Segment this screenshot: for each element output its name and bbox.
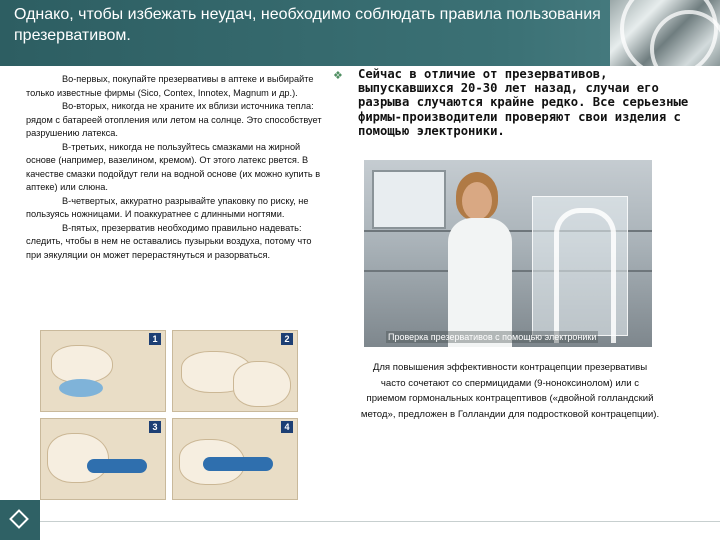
right-heading-text: Сейчас в отличие от презервативов, выпускавшихся 20-30 лет назад, случаи его разрыва случаются крайне редко. Все серьезные фирмы-производители проверяют свои изделия с помощью электроники. [358,67,689,138]
step-number: 4 [281,421,293,433]
header-logo-image [610,0,720,66]
usage-rules-text [26,73,326,262]
diamond-icon [9,509,29,529]
slide-title: Однако, чтобы избежать неудач, необходимо соблюдать правила пользования презервативом. [14,6,601,44]
step-panel [40,418,166,500]
step-panel [40,330,166,412]
rule-paragraph: В-четвертых, аккуратно разрывайте упаковку по риску, не пользуясь ножницами. И поаккуратнее с длинными ногтями. [26,195,309,219]
bottom-text: Для повышения эффективности контрацепции презервативы часто сочетают со спермицидами (9-ноноксинолом) или с приемом гормональных контрацептивов («двойной голландский метод», предложен в Голландии для подростковой контрацепции). [360,362,660,420]
step-panel [172,330,298,412]
slide-header [0,0,720,66]
lab-window [372,170,446,229]
usage-steps-illustration [40,330,296,498]
person-head [462,182,492,220]
test-condom-shape [554,208,616,343]
step-number: 2 [281,333,293,345]
rule-paragraph: В-третьих, никогда не пользуйтесь смазками на жирной основе (например, вазелином, кремом). От этого латекс рвется. В качестве смазки подойдут гели на водной основе (их можно купить в аптеке) или слюна. [26,141,321,192]
rule-paragraph: Во-вторых, никогда не храните их вблизи источника тепла: рядом с батареей отопления или летом на солнце. Это способствует разрушению латекса. [26,101,322,138]
v-bullet-icon: ❖ [333,70,343,82]
footer-logo [0,500,40,540]
step-number: 3 [149,421,161,433]
rule-paragraph: Во-первых, покупайте презервативы в аптеке и выбирайте только известные фирмы (Sico, Contex, Innotex, Magnum и др.). [26,74,314,98]
footer-divider [40,521,720,522]
photo-caption: Проверка презервативов с помощью электроники [388,332,597,342]
step-number: 1 [149,333,161,345]
step-panel [172,418,298,500]
rule-paragraph: В-пятых, презерватив необходимо правильно надевать: следить, чтобы в нем не оставались пузырьки воздуха, потому что при эякуляции он может перерастянуться и разорваться. [26,222,312,260]
lab-photo [364,160,652,347]
person-lab-coat [448,218,512,347]
